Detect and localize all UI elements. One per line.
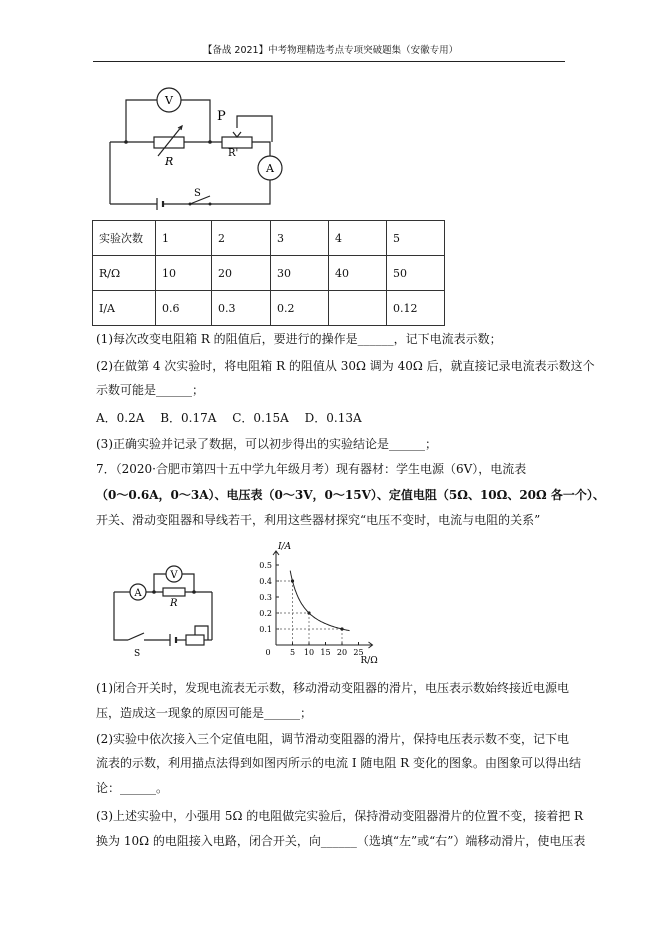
- row-head: R/Ω: [93, 256, 156, 291]
- table-cell: 0.12: [387, 291, 445, 326]
- slider-label: P: [217, 109, 226, 124]
- q6-part2-line1: (2)在做第 4 次实验时，将电阻箱 R 的阻值从 30Ω 调为 40Ω 后，就直接记录电流表示数这个: [96, 359, 595, 373]
- table-cell: 0.6: [156, 291, 212, 326]
- q6-part1: (1)每次改变电阻箱 R 的阻值后，要进行的操作是______，记下电流表示数；: [96, 332, 502, 346]
- data-table: [92, 220, 445, 326]
- table-cell: 2: [212, 221, 271, 256]
- q7-part1-line2: 压，造成这一现象的原因可能是______；: [96, 706, 313, 720]
- x-axis-label: R/Ω: [360, 656, 378, 666]
- origin-label: 0: [265, 648, 271, 657]
- rheostat-2-box: [186, 635, 204, 645]
- page-header: 【备战 2021】中考物理精选考点专项突破题集（安徽专用）: [202, 45, 459, 56]
- y-tick-label: 0.1: [259, 625, 272, 634]
- ammeter-label: A: [266, 162, 274, 175]
- table-cell: 4: [329, 221, 387, 256]
- switch-label: S: [194, 188, 201, 199]
- x-tick-label: 5: [289, 648, 296, 657]
- q7-part1-line1: (1)闭合开关时，发现电流表无示数，移动滑动变阻器的滑片，电压表示数始终接近电源电: [96, 681, 570, 695]
- q7-part3-line1: (3)上述实验中，小强用 5Ω 的电阻做完实验后，保持滑动变阻器滑片的位置不变，接着把 R: [96, 809, 584, 823]
- voltmeter-2-label: V: [170, 570, 178, 581]
- q7-intro-line3: 开关、滑动变阻器和导线若干，利用这些器材探究“电压不变时，电流与电阻的关系”: [96, 513, 541, 527]
- resistor-label: R: [165, 155, 174, 168]
- table-cell: 5: [387, 221, 445, 256]
- rheostat-box: [222, 137, 252, 148]
- y-axis-label: I/A: [278, 542, 292, 552]
- y-tick-label: 0.3: [259, 593, 272, 602]
- data-point: [340, 627, 343, 630]
- table-cell: 30: [271, 256, 329, 291]
- y-tick-label: 0.2: [259, 609, 272, 618]
- table-cell: 50: [387, 256, 445, 291]
- data-point: [307, 611, 310, 614]
- table-cell: 10: [156, 256, 212, 291]
- y-tick-label: 0.5: [259, 561, 272, 570]
- table-cell: 40: [329, 256, 387, 291]
- x-tick-label: 15: [320, 648, 331, 657]
- resistor-2-label: R: [170, 598, 178, 609]
- resistor-2-box: [163, 588, 185, 596]
- q7-part3-line2: 换为 10Ω 的电阻接入电路，闭合开关，向______（选填“左”或“右”）端移动滑片，使电压表: [96, 834, 586, 848]
- x-tick-label: 25: [353, 648, 364, 657]
- table-cell: 3: [271, 221, 329, 256]
- rheostat-label: R': [228, 148, 239, 159]
- row-head: 实验次数: [93, 221, 156, 256]
- table-row: [93, 221, 445, 256]
- circuit-diagram-2: [108, 560, 228, 660]
- q7-intro-line1: 7．（2020·合肥市第四十五中学九年级月考）现有器材：学生电源（6V），电流表: [96, 462, 527, 476]
- data-point: [291, 579, 294, 582]
- x-tick-label: 20: [336, 648, 348, 657]
- table-cell: [329, 291, 387, 326]
- switch-2-label: S: [134, 649, 141, 659]
- switch-2-blade: [128, 633, 144, 640]
- table-cell: 0.2: [271, 291, 329, 326]
- table-row: [93, 256, 445, 291]
- header-rule: [93, 61, 565, 62]
- table-cell: 20: [212, 256, 271, 291]
- q6-part3: (3)正确实验并记录了数据，可以初步得出的实验结论是______；: [96, 437, 438, 451]
- x-tick-label: 10: [303, 648, 315, 657]
- q7-part2-line2: 流表的示数，利用描点法得到如图丙所示的电流 I 随电阻 R 变化的图象。由图象可以得出结: [96, 756, 582, 770]
- table-row: [93, 291, 445, 326]
- voltmeter-label: V: [165, 94, 173, 107]
- ammeter-2-label: A: [134, 588, 142, 599]
- q6-options: A．0.2A B．0.17A C．0.15A D．0.13A: [96, 411, 362, 425]
- row-head: I/A: [93, 291, 156, 326]
- data-curve: [290, 571, 349, 631]
- q6-part2-line2: 示数可能是______；: [96, 383, 205, 397]
- table-cell: 1: [156, 221, 212, 256]
- current-resistance-chart: [240, 542, 380, 670]
- q7-intro-line2: （0～0.6A，0～3A）、电压表（0～3V，0～15V）、定值电阻（5Ω、10Ω、20Ω 各一个）、: [96, 488, 605, 502]
- q7-part2-line1: (2)实验中依次接入三个定值电阻，调节滑动变阻器的滑片，保持电压表示数不变，记下电: [96, 732, 570, 746]
- q7-part2-line3: 论：______。: [96, 781, 169, 795]
- y-tick-label: 0.4: [259, 577, 272, 586]
- table-cell: 0.3: [212, 291, 271, 326]
- circuit-diagram-1: [100, 80, 300, 220]
